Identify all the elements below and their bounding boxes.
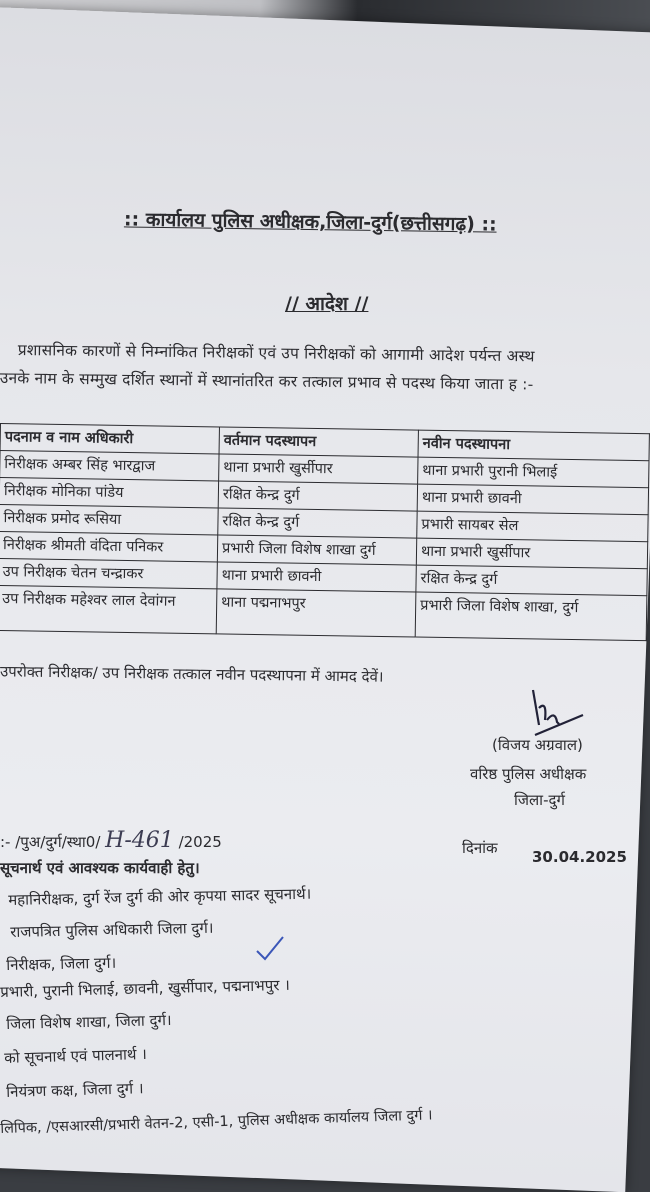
check-mark-icon <box>255 935 285 963</box>
table-cell-new: प्रभारी सायबर सेल <box>417 511 648 542</box>
reference-number <box>0 828 222 853</box>
table-row <box>0 585 647 640</box>
table-cell-current: प्रभारी जिला विशेष शाखा दुर्ग <box>217 535 416 565</box>
table-cell-new: रक्षित केन्द्र दुर्ग <box>416 565 647 596</box>
table-cell-new: प्रभारी जिला विशेष शाखा, दुर्ग <box>415 592 647 641</box>
intro-line-1: प्रशासनिक कारणों से निम्नांकित निरीक्षकों एवं उप निरीक्षकों को आगामी आदेश पर्यन्त अस्थ <box>17 340 535 366</box>
table-cell-current: थाना प्रभारी छावनी <box>217 562 416 592</box>
table-cell-current: थाना पद्मनाभपुर <box>216 589 416 637</box>
list-item: लिपिक, /एसआरसी/प्रभारी वेतन-2, एसी-1, पुलिस अधीक्षक कार्यालय जिला दुर्ग । <box>0 1107 433 1137</box>
column-header-new: नवीन पदस्थापना <box>418 430 649 461</box>
table-cell-new: थाना प्रभारी छावनी <box>417 484 648 515</box>
transfer-table <box>0 423 650 641</box>
reference-suffix: /2025 <box>178 833 222 851</box>
signatory-name: (विजय अग्रवाल) <box>492 736 583 754</box>
office-title: :: कार्यालय पुलिस अधीक्षक,जिला-दुर्ग(छत्तीसगढ़) :: <box>123 208 497 236</box>
order-title: // आदेश // <box>285 293 369 315</box>
signatory-district: जिला-दुर्ग <box>514 791 565 809</box>
table-cell-current: रक्षित केन्द्र दुर्ग <box>218 481 417 511</box>
date-value: 30.04.2025 <box>532 848 627 866</box>
list-item: राजपत्रित पुलिस अधिकारी जिला दुर्ग। <box>10 918 214 941</box>
list-item: नियंत्रण कक्ष, जिला दुर्ग । <box>6 1079 144 1101</box>
column-header-name: पदनाम व नाम अधिकारी <box>0 424 219 454</box>
table-cell-name: निरीक्षक प्रमोद रूसिया <box>0 504 218 534</box>
copy-to-title: सूचनार्थ एवं आवश्यक कार्यवाही हेतु। <box>0 859 200 877</box>
table-cell-name: उप निरीक्षक महेश्वर लाल देवांगन <box>0 585 217 633</box>
list-item: को सूचनार्थ एवं पालनार्थ । <box>4 1045 148 1067</box>
table-cell-current: रक्षित केन्द्र दुर्ग <box>218 508 417 538</box>
table-cell-new: थाना प्रभारी खुर्सीपार <box>416 538 647 569</box>
list-item: महानिरीक्षक, दुर्ग रेंज दुर्ग की ओर कृपया सादर सूचनार्थ। <box>8 884 312 909</box>
signature-mark <box>525 680 585 740</box>
table-cell-name: उप निरीक्षक चेतन चन्द्राकर <box>0 558 217 588</box>
signatory-designation: वरिष्ठ पुलिस अधीक्षक <box>470 765 587 783</box>
table-cell-current: थाना प्रभारी खुर्सीपार <box>219 454 418 484</box>
table-cell-name: निरीक्षक अम्बर सिंह भारद्वाज <box>0 451 219 481</box>
list-item: प्रभारी, पुरानी भिलाई, छावनी, खुर्सीपार, पद्मनाभपुर । <box>0 975 291 1001</box>
reference-handwritten-number: H-461 <box>105 828 174 853</box>
table-cell-name: निरीक्षक मोनिका पांडेय <box>0 478 219 508</box>
intro-line-2: उनके नाम के सम्मुख दर्शित स्थानों में स्थानांतरित कर तत्काल प्रभाव से पदस्थ किया जाता ह :- <box>0 368 534 394</box>
list-item: जिला विशेष शाखा, जिला दुर्ग। <box>6 1010 172 1033</box>
reference-prefix: :- /पुअ/दुर्ग/स्था0/ <box>0 833 101 851</box>
column-header-current: वर्तमान पदस्थापन <box>219 427 418 457</box>
list-item: निरीक्षक, जिला दुर्ग। <box>6 953 117 974</box>
table-cell-name: निरीक्षक श्रीमती वंदिता पनिकर <box>0 531 218 561</box>
date-label: दिनांक <box>462 839 498 857</box>
footer-note: उपरोक्त निरीक्षक/ उप निरीक्षक तत्काल नवीन पदस्थापना में आमद देवें। <box>0 662 384 686</box>
table-cell-new: थाना प्रभारी पुरानी भिलाई <box>418 457 649 488</box>
